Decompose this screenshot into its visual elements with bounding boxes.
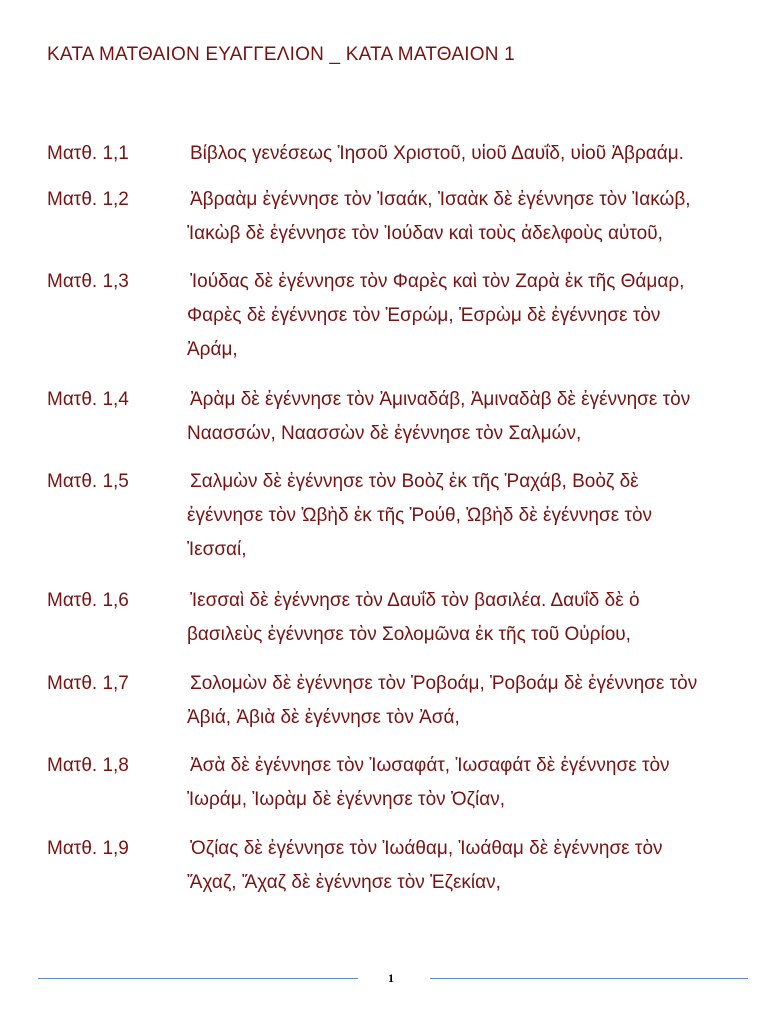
- verse-line: Ἀβραὰμ ἐγέννησε τὸν Ἰσαάκ, Ἰσαὰκ δὲ ἐγέννησε τὸν Ἰακώβ,: [190, 189, 691, 210]
- verse-line: Ναασσών, Ναασσὼν δὲ ἐγέννησε τὸν Σαλμών,: [187, 423, 582, 444]
- verse-line: Ἰούδας δὲ ἐγέννησε τὸν Φαρὲς καὶ τὸν Ζαρὰ ἐκ τῆς Θάμαρ,: [190, 271, 685, 292]
- verse-ref: Ματθ. 1,5: [47, 471, 129, 492]
- verse-line: Ἀρὰμ δὲ ἐγέννησε τὸν Ἀμιναδάβ, Ἀμιναδὰβ δὲ ἐγέννησε τὸν: [190, 389, 691, 410]
- verse-line: Φαρὲς δὲ ἐγέννησε τὸν Ἐσρώμ, Ἐσρὼμ δὲ ἐγέννησε τὸν: [187, 305, 661, 326]
- verse-ref: Ματθ. 1,7: [47, 673, 129, 694]
- verse-line: Ἰακὼβ δὲ ἐγέννησε τὸν Ἰούδαν καὶ τοὺς ἀδελφοὺς αὐτοῦ,: [187, 223, 663, 244]
- verse-ref: Ματθ. 1,1: [47, 143, 129, 164]
- verse-ref: Ματθ. 1,3: [47, 271, 129, 292]
- verse-ref: Ματθ. 1,8: [47, 755, 129, 776]
- verse-ref: Ματθ. 1,6: [47, 590, 129, 611]
- verse-line: Σολομὼν δὲ ἐγέννησε τὸν Ῥοβοάμ, Ῥοβοάμ δὲ ἐγέννησε τὸν: [190, 673, 698, 694]
- verse-line: Ὀζίας δὲ ἐγέννησε τὸν Ἰωάθαμ, Ἰωάθαμ δὲ ἐγέννησε τὸν: [190, 838, 663, 859]
- verse-line: ἐγέννησε τὸν Ὠβὴδ ἐκ τῆς Ῥούθ, Ὠβὴδ δὲ ἐγέννησε τὸν: [187, 505, 653, 526]
- verse-ref: Ματθ. 1,9: [47, 838, 129, 859]
- verse-line: Σαλμὼν δὲ ἐγέννησε τὸν Βοὸζ ἐκ τῆς Ῥαχάβ, Βοὸζ δὲ: [190, 471, 639, 492]
- footer-rule-left: [38, 978, 358, 979]
- verse-line: Ἀβιά, Ἀβιὰ δὲ ἐγέννησε τὸν Ἀσά,: [187, 707, 460, 728]
- verse-ref: Ματθ. 1,2: [47, 189, 129, 210]
- page-title: ΚΑΤΑ ΜΑΤΘΑΙΟΝ ΕΥΑΓΓΕΛΙΟΝ _ ΚΑΤΑ ΜΑΤΘΑΙΟΝ 1: [47, 44, 515, 65]
- verse-line: Ἰωράμ, Ἰωρὰμ δὲ ἐγέννησε τὸν Ὀζίαν,: [187, 789, 505, 810]
- verse-line: Ἰεσσαὶ δὲ ἐγέννησε τὸν Δαυΐδ τὸν βασιλέα. Δαυΐδ δὲ ὁ: [190, 590, 640, 611]
- page-number: 1: [388, 971, 394, 985]
- verse-line: Ἀσὰ δὲ ἐγέννησε τὸν Ἰωσαφάτ, Ἰωσαφάτ δὲ ἐγέννησε τὸν: [190, 755, 670, 776]
- verse-line: Ἄχαζ, Ἄχαζ δὲ ἐγέννησε τὸν Ἐζεκίαν,: [187, 872, 501, 893]
- verse-line: Ἀράμ,: [187, 339, 238, 360]
- verse-line: Ἰεσσαί,: [187, 539, 247, 560]
- verse-line: Βίβλος γενέσεως Ἰησοῦ Χριστοῦ, υἱοῦ Δαυΐδ, υἱοῦ Ἀβραάμ.: [190, 143, 684, 164]
- verse-line: βασιλεὺς ἐγέννησε τὸν Σολομῶνα ἐκ τῆς τοῦ Οὐρίου,: [187, 624, 631, 645]
- footer-rule-right: [430, 978, 748, 979]
- verse-ref: Ματθ. 1,4: [47, 389, 129, 410]
